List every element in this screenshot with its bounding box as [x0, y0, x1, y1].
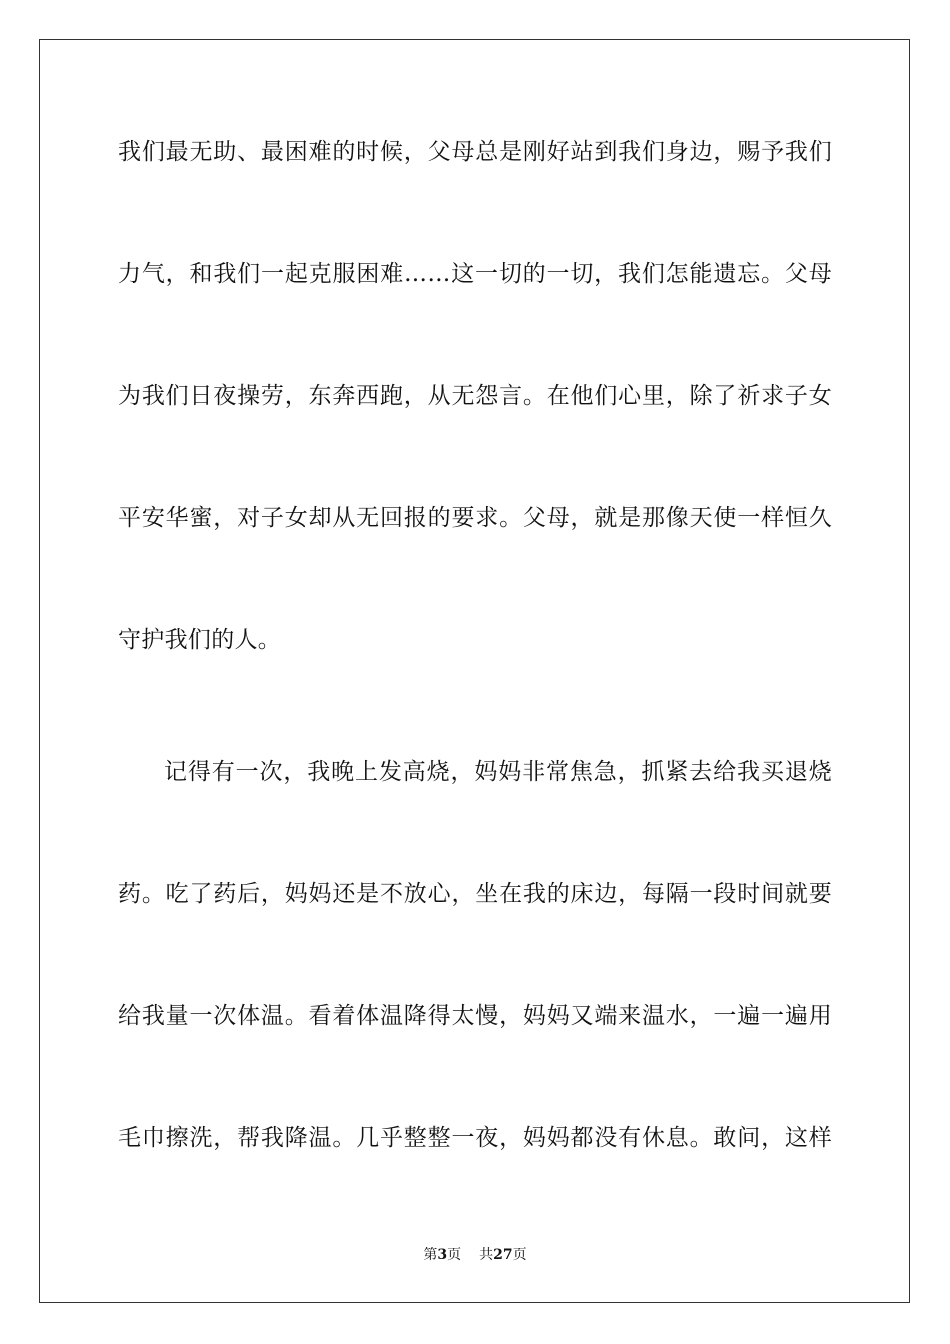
page-border: [39, 39, 910, 1303]
text-line: 记得有一次，我晚上发高烧，妈妈非常焦急，抓紧去给我买退烧: [164, 759, 832, 785]
page-prefix: 第: [423, 1247, 438, 1263]
text-line: 药。吃了药后，妈妈还是不放心，坐在我的床边，每隔一段时间就要: [118, 881, 832, 907]
text-line: 守护我们的人。: [118, 627, 282, 653]
total-pages: 27: [493, 1247, 513, 1263]
text-line: 力气，和我们一起克服困难……这一切的一切，我们怎能遗忘。父母: [118, 261, 832, 287]
text-line: 毛巾擦洗，帮我降温。几乎整整一夜，妈妈都没有休息。敢问，这样: [118, 1125, 832, 1151]
text-line: 为我们日夜操劳，东奔西跑，从无怨言。在他们心里，除了祈求子女: [118, 383, 832, 409]
total-prefix: 共: [479, 1247, 494, 1263]
total-suffix: 页: [512, 1247, 527, 1263]
text-line: 给我量一次体温。看着体温降得太慢，妈妈又端来温水，一遍一遍用: [118, 1003, 832, 1029]
page-number: 3: [437, 1247, 448, 1263]
page-suffix: 页: [447, 1247, 462, 1263]
text-line: 平安华蜜，对子女却从无回报的要求。父母，就是那像天使一样恒久: [118, 505, 832, 531]
page-footer: [0, 1246, 950, 1264]
text-line: 我们最无助、最困难的时候，父母总是刚好站到我们身边，赐予我们: [118, 139, 832, 165]
